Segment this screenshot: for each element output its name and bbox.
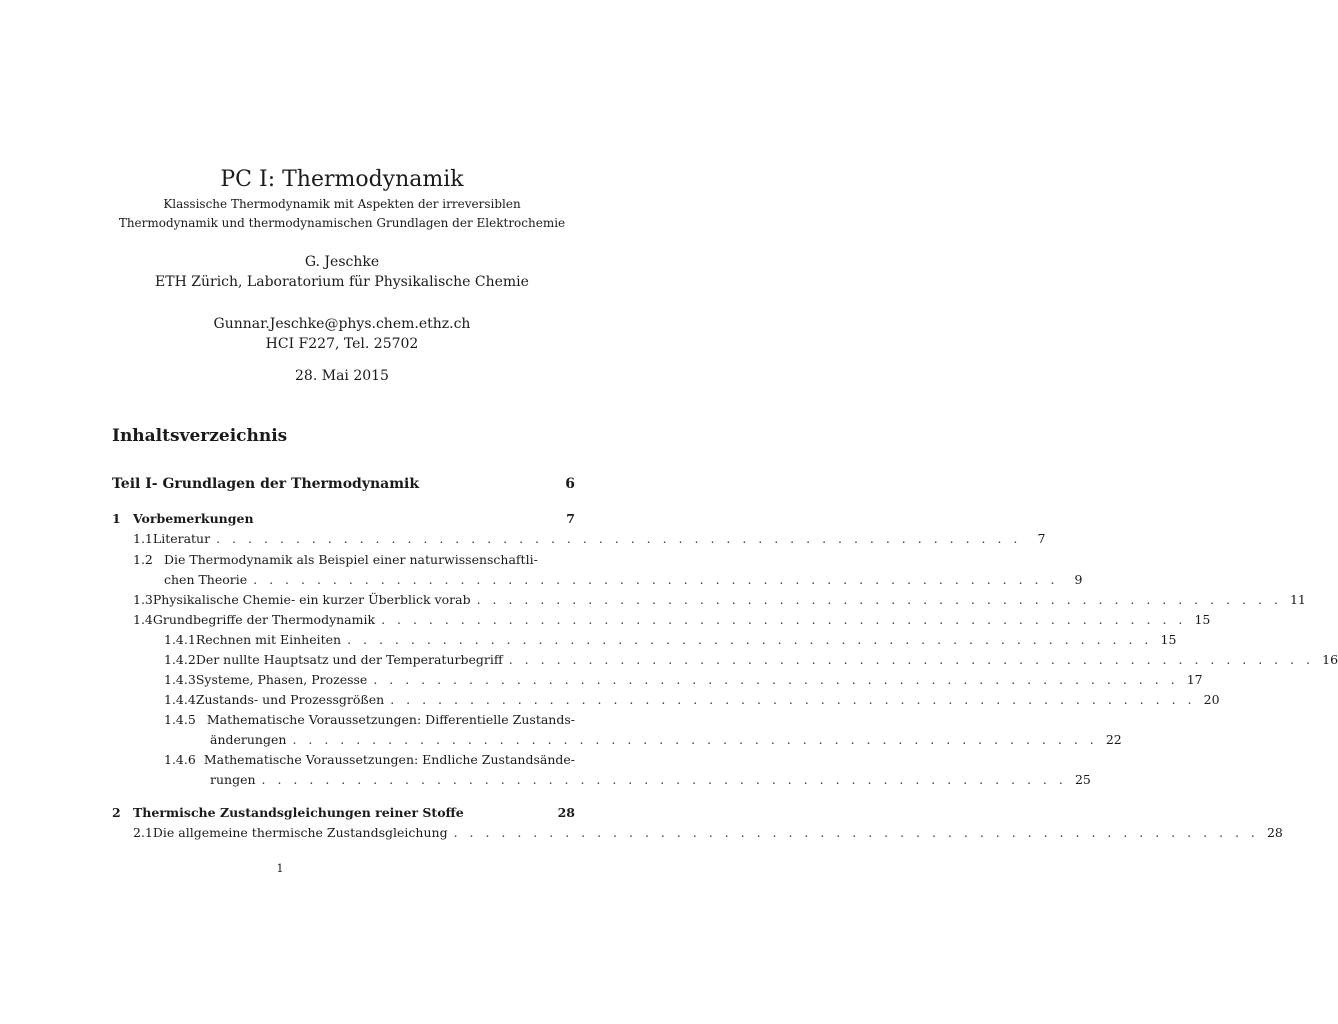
toc-section-1-4[interactable] bbox=[133, 612, 1211, 630]
toc-subsection-1-4-6[interactable] bbox=[164, 752, 575, 770]
toc-subsection-1-4-4-number: 1.4.4 bbox=[164, 692, 196, 707]
toc-section-1-2-continuation[interactable] bbox=[164, 572, 1083, 590]
toc-subsection-1-4-4-page: 20 bbox=[1203, 692, 1220, 707]
toc-part-1-label: Teil I- Grundlagen der Thermodynamik bbox=[112, 476, 420, 492]
author-name: G. Jeschke bbox=[304, 254, 380, 270]
toc-subsection-1-4-2-page: 16 bbox=[1322, 652, 1338, 667]
toc-section-1-2[interactable] bbox=[133, 552, 575, 570]
toc-chapter-1[interactable] bbox=[112, 511, 575, 529]
toc-chapter-1-page: 7 bbox=[566, 511, 575, 526]
dot-leader: . . . . . . . . . . . . . . . . . . . . . . . . . . . . . . . . . . . . . . . . . . . . . . . . . . . bbox=[216, 531, 1022, 546]
toc-heading: Inhaltsverzeichnis bbox=[112, 426, 288, 446]
toc-subsection-1-4-6-number: 1.4.6 bbox=[164, 752, 196, 767]
toc-subsection-1-4-5-page: 22 bbox=[1105, 732, 1122, 747]
toc-subsection-1-4-6-page: 25 bbox=[1074, 772, 1091, 787]
dot-leader: . . . . . . . . . . . . . . . . . . . . . . . . . . . . . . . . . . . . . . . . . . . . . . . . . . . bbox=[261, 772, 1067, 787]
toc-subsection-1-4-1-number: 1.4.1 bbox=[164, 632, 196, 647]
toc-subsection-1-4-4-label: Zustands- und Prozessgrößen bbox=[195, 692, 385, 707]
toc-section-1-4-page: 15 bbox=[1194, 612, 1211, 627]
dot-leader: . . . . . . . . . . . . . . . . . . . . . . . . . . . . . . . . . . . . . . . . . . . . . . . . . . . bbox=[347, 632, 1153, 647]
toc-subsection-1-4-3-number: 1.4.3 bbox=[164, 672, 196, 687]
toc-subsection-1-4-3-page: 17 bbox=[1186, 672, 1203, 687]
toc-subsection-1-4-2-label: Der nullte Hauptsatz und der Temperaturbegriff bbox=[195, 652, 503, 667]
dot-leader: . . . . . . . . . . . . . . . . . . . . . . . . . . . . . . . . . . . . . . . . . . . . . . . . . . . bbox=[381, 612, 1187, 627]
toc-section-1-2-number: 1.2 bbox=[133, 552, 153, 567]
document-date: 28. Mai 2015 bbox=[295, 368, 389, 384]
toc-section-1-3-number: 1.3 bbox=[133, 592, 153, 607]
toc-subsection-1-4-5-label-line-2: änderungen bbox=[210, 732, 287, 747]
toc-section-1-1-page: 7 bbox=[1037, 531, 1046, 546]
toc-chapter-1-label: Vorbemerkungen bbox=[133, 511, 254, 526]
author-affiliation: ETH Zürich, Laboratorium für Physikalische Chemie bbox=[155, 274, 529, 290]
toc-section-1-1[interactable] bbox=[133, 531, 1046, 549]
toc-subsection-1-4-6-label-line-1: Mathematische Voraussetzungen: Endliche Zustandsände- bbox=[203, 752, 575, 767]
toc-section-1-4-number: 1.4 bbox=[133, 612, 153, 627]
toc-subsection-1-4-1-page: 15 bbox=[1160, 632, 1177, 647]
dot-leader: . . . . . . . . . . . . . . . . . . . . . . . . . . . . . . . . . . . . . . . . . . . . . . . . . . . bbox=[453, 825, 1259, 840]
toc-subsection-1-4-1-label: Rechnen mit Einheiten bbox=[195, 632, 342, 647]
author-office: HCI F227, Tel. 25702 bbox=[265, 336, 419, 352]
dot-leader: . . . . . . . . . . . . . . . . . . . . . . . . . . . . . . . . . . . . . . . . . . . . . . . . . . . bbox=[508, 652, 1315, 667]
toc-subsection-1-4-3[interactable] bbox=[164, 672, 1203, 690]
toc-chapter-1-number: 1 bbox=[112, 511, 121, 526]
toc-chapter-2-number: 2 bbox=[112, 805, 121, 820]
toc-section-1-3-page: 11 bbox=[1289, 592, 1306, 607]
toc-subsection-1-4-5-continuation[interactable] bbox=[210, 732, 1122, 750]
dot-leader: . . . . . . . . . . . . . . . . . . . . . . . . . . . . . . . . . . . . . . . . . . . . . . . . . . . bbox=[390, 692, 1196, 707]
toc-subsection-1-4-2-number: 1.4.2 bbox=[164, 652, 196, 667]
author-email: Gunnar.Jeschke@phys.chem.ethz.ch bbox=[213, 316, 471, 332]
toc-subsection-1-4-6-label-line-2: rungen bbox=[210, 772, 256, 787]
toc-section-1-1-number: 1.1 bbox=[133, 531, 153, 546]
toc-chapter-2-page: 28 bbox=[557, 805, 575, 820]
toc-section-2-1-label: Die allgemeine thermische Zustandsgleichung bbox=[152, 825, 448, 840]
toc-section-1-3-label: Physikalische Chemie- ein kurzer Überblick vorab bbox=[152, 592, 471, 607]
toc-part-1-page: 6 bbox=[565, 476, 575, 492]
toc-subsection-1-4-4[interactable] bbox=[164, 692, 1220, 710]
dot-leader: . . . . . . . . . . . . . . . . . . . . . . . . . . . . . . . . . . . . . . . . . . . . . . . . . . . bbox=[373, 672, 1179, 687]
toc-subsection-1-4-3-label: Systeme, Phasen, Prozesse bbox=[195, 672, 368, 687]
toc-section-1-2-label-line-2: chen Theorie bbox=[164, 572, 248, 587]
dot-leader: . . . . . . . . . . . . . . . . . . . . . . . . . . . . . . . . . . . . . . . . . . . . . . . . . . . bbox=[292, 732, 1098, 747]
dot-leader: . . . . . . . . . . . . . . . . . . . . . . . . . . . . . . . . . . . . . . . . . . . . . . . . . . . bbox=[253, 572, 1059, 587]
toc-section-1-1-label: Literatur bbox=[152, 531, 211, 546]
subtitle-line-1: Klassische Thermodynamik mit Aspekten der irreversiblen bbox=[163, 197, 521, 211]
toc-section-1-2-page: 9 bbox=[1074, 572, 1083, 587]
toc-section-2-1-number: 2.1 bbox=[133, 825, 153, 840]
toc-section-1-2-label-line-1: Die Thermodynamik als Beispiel einer naturwissenschaftli- bbox=[164, 552, 538, 567]
toc-subsection-1-4-6-continuation[interactable] bbox=[210, 772, 1091, 790]
document-title: PC I: Thermodynamik bbox=[220, 167, 464, 192]
toc-chapter-2[interactable] bbox=[112, 805, 575, 823]
toc-subsection-1-4-1[interactable] bbox=[164, 632, 1177, 650]
toc-section-2-1-page: 28 bbox=[1266, 825, 1283, 840]
toc-section-2-1[interactable] bbox=[133, 825, 1283, 843]
toc-section-1-4-label: Grundbegriffe der Thermodynamik bbox=[152, 612, 376, 627]
toc-subsection-1-4-5-number: 1.4.5 bbox=[164, 712, 196, 727]
toc-subsection-1-4-5-label-line-1: Mathematische Voraussetzungen: Differentielle Zustands- bbox=[206, 712, 575, 727]
toc-subsection-1-4-2[interactable] bbox=[164, 652, 1338, 670]
dot-leader: . . . . . . . . . . . . . . . . . . . . . . . . . . . . . . . . . . . . . . . . . . . . . . . . . . . bbox=[476, 592, 1282, 607]
toc-section-1-3[interactable] bbox=[133, 592, 1306, 610]
subtitle-line-2: Thermodynamik und thermodynamischen Grundlagen der Elektrochemie bbox=[118, 216, 566, 230]
toc-subsection-1-4-5[interactable] bbox=[164, 712, 575, 730]
page-number: 1 bbox=[276, 862, 284, 875]
toc-chapter-2-label: Thermische Zustandsgleichungen reiner Stoffe bbox=[133, 805, 464, 820]
toc-part-1[interactable] bbox=[112, 476, 575, 494]
